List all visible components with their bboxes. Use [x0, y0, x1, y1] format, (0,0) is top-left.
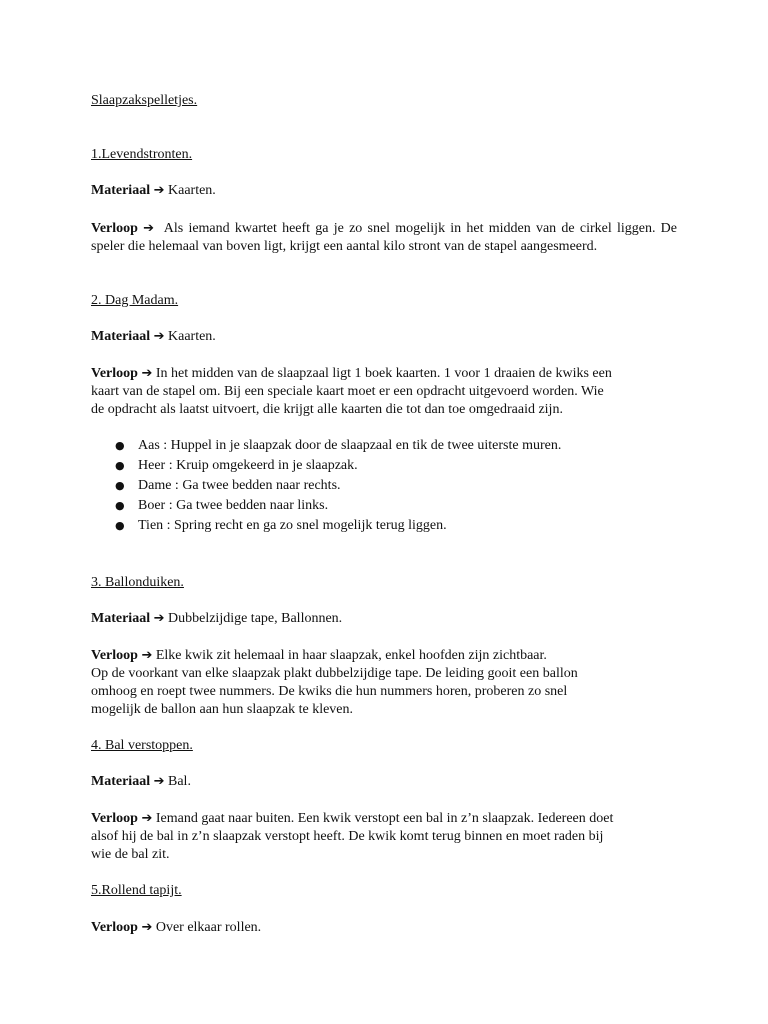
arrow-right-icon: ➔ — [141, 811, 153, 826]
list-item: ● Dame : Ga twee bedden naar rechts. — [91, 476, 677, 496]
verloop-label: Verloop — [91, 648, 138, 663]
verloop-line-1: Iemand gaat naar buiten. Een kwik verstopt een bal in z’n slaapzak. Iedereen doet — [155, 811, 614, 826]
verloop-label: Verloop — [91, 920, 138, 935]
game-5-verloop — [91, 919, 677, 937]
verloop-line-1: Elke kwik zit helemaal in haar slaapzak, enkel hoofden zijn zichtbaar. — [155, 648, 547, 663]
document-title: Slaapzakspelletjes. — [91, 93, 198, 108]
verloop-line-1: In het midden van de slaapzaal ligt 1 boek kaarten. 1 voor 1 draaien de kwiks een — [155, 366, 612, 381]
bullet-icon: ● — [115, 439, 125, 452]
list-item: ● Boer : Ga twee bedden naar links. — [91, 496, 677, 516]
verloop-line-3: wie de bal zit. — [91, 847, 170, 862]
arrow-right-icon: ➔ — [153, 611, 165, 626]
game-4-heading: 4. Bal verstoppen. — [91, 738, 193, 753]
verloop-text: Als iemand kwartet heeft ga je zo snel mogelijk in het midden van de cirkel liggen. De speler die helemaal van boven ligt, krijgt een aantal kilo stront van de stapel aangesmeerd. — [91, 221, 677, 254]
materiaal-label: Materiaal — [91, 183, 151, 198]
list-item: ● Heer : Kruip omgekeerd in je slaapzak. — [91, 456, 677, 476]
verloop-line-3: de opdracht als laatst uitvoert, die krijgt alle kaarten die tot dan toe omgedraaid zijn. — [91, 402, 563, 417]
materiaal-value: Kaarten. — [168, 329, 216, 344]
game-2-heading: 2. Dag Madam. — [91, 293, 179, 308]
bullet-icon: ● — [115, 459, 125, 472]
verloop-line-2: alsof hij de bal in z’n slaapzak verstopt heeft. De kwik komt terug binnen en moet raden bij — [91, 829, 604, 844]
materiaal-label: Materiaal — [91, 774, 151, 789]
materiaal-value: Kaarten. — [168, 183, 216, 198]
verloop-label: Verloop — [91, 366, 138, 381]
bullet-icon: ● — [115, 479, 125, 492]
arrow-right-icon: ➔ — [141, 648, 153, 663]
verloop-label: Verloop — [91, 221, 138, 236]
materiaal-value: Dubbelzijdige tape, Ballonnen. — [168, 611, 343, 626]
arrow-right-icon: ➔ — [153, 183, 165, 198]
card-rules-list — [91, 436, 677, 536]
materiaal-label: Materiaal — [91, 611, 151, 626]
game-2-verloop — [91, 365, 677, 419]
game-5-heading: 5.Rollend tapijt. — [91, 883, 182, 898]
game-1-heading: 1.Levendstronten. — [91, 147, 193, 162]
game-3-heading: 3. Ballonduiken. — [91, 575, 184, 590]
game-2-materiaal — [91, 328, 677, 346]
verloop-text: Over elkaar rollen. — [155, 920, 262, 935]
arrow-right-icon: ➔ — [153, 329, 165, 344]
materiaal-label: Materiaal — [91, 329, 151, 344]
verloop-label: Verloop — [91, 811, 138, 826]
game-3-verloop — [91, 647, 677, 719]
game-1-verloop — [91, 220, 677, 256]
arrow-right-icon: ➔ — [143, 221, 155, 236]
bullet-icon: ● — [115, 499, 125, 512]
verloop-line-2: kaart van de stapel om. Bij een speciale kaart moet er een opdracht uitgevoerd worden. Wie — [91, 384, 604, 399]
game-4-materiaal — [91, 773, 677, 791]
materiaal-value: Bal. — [168, 774, 191, 789]
verloop-line-3: omhoog en roept twee nummers. De kwiks die hun nummers horen, proberen zo snel — [91, 684, 568, 699]
arrow-right-icon: ➔ — [141, 366, 153, 381]
game-4-verloop — [91, 810, 677, 864]
arrow-right-icon: ➔ — [141, 920, 153, 935]
game-1-materiaal — [91, 182, 677, 200]
list-item: ● Aas : Huppel in je slaapzak door de slaapzaal en tik de twee uiterste muren. — [91, 436, 677, 456]
verloop-line-2: Op de voorkant van elke slaapzak plakt dubbelzijdige tape. De leiding gooit een ballon — [91, 666, 578, 681]
verloop-line-4: mogelijk de ballon aan hun slaapzak te kleven. — [91, 702, 354, 717]
bullet-icon: ● — [115, 519, 125, 532]
game-3-materiaal — [91, 610, 677, 628]
list-item: ● Tien : Spring recht en ga zo snel mogelijk terug liggen. — [91, 516, 677, 536]
arrow-right-icon: ➔ — [153, 774, 165, 789]
